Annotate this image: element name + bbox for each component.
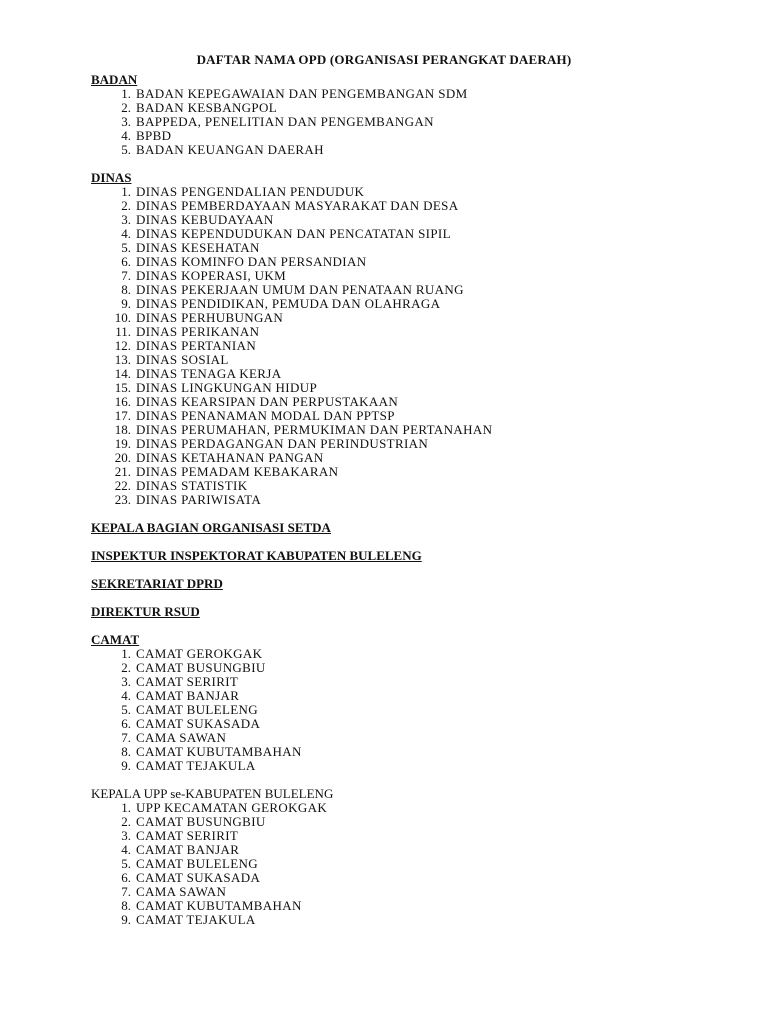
list-item [91,437,731,451]
list-item-number: 15. [114,380,131,395]
spacer [91,507,731,521]
section-heading-badan: BADAN [91,72,138,87]
list-item-text: DINAS SOSIAL [136,352,229,367]
list-item-text: CAMAT TEJAKULA [136,912,256,927]
list-item-text: CAMAT SUKASADA [136,870,261,885]
list-item [91,801,731,815]
list-item-text: DINAS TENAGA KERJA [136,366,282,381]
list-item-text: CAMAT BANJAR [136,688,240,703]
list-item-number: 9. [121,758,131,773]
list-item-text: DINAS KOPERASI, UKM [136,268,287,283]
list-item [91,297,731,311]
list-item [91,87,731,101]
list-item-text: CAMAT BULELENG [136,702,259,717]
list-item-text: BPBD [136,128,172,143]
list-item [91,703,731,717]
list-item [91,493,731,507]
list-item [91,661,731,675]
kepala-upp-list [91,801,731,927]
list-item-text: DINAS PERUMAHAN, PERMUKIMAN DAN PERTANAHAN [136,422,493,437]
list-item [91,143,731,157]
list-item-number: 7. [121,268,131,283]
list-item-number: 3. [121,828,131,843]
list-item-text: BADAN KEPEGAWAIAN DAN PENGEMBANGAN SDM [136,86,468,101]
list-item [91,339,731,353]
list-item-number: 12. [114,338,131,353]
list-item [91,227,731,241]
list-item [91,675,731,689]
list-item [91,885,731,899]
list-item-text: CAMAT BANJAR [136,842,240,857]
document-body [91,73,731,927]
list-item [91,871,731,885]
document-title: DAFTAR NAMA OPD (ORGANISASI PERANGKAT DAERAH) [196,52,572,67]
list-item [91,115,731,129]
list-item [91,451,731,465]
list-item-text: UPP KECAMATAN GEROKGAK [136,800,328,815]
list-item-text: CAMA SAWAN [136,884,227,899]
list-item [91,647,731,661]
list-item [91,731,731,745]
list-item-number: 14. [114,366,131,381]
list-item-number: 21. [114,464,131,479]
list-item-text: CAMAT GEROKGAK [136,646,263,661]
list-item [91,367,731,381]
list-item-number: 6. [121,254,131,269]
list-item-number: 4. [121,688,131,703]
list-item [91,815,731,829]
list-item [91,255,731,269]
list-item-number: 5. [121,240,131,255]
list-item-number: 1. [121,646,131,661]
list-item-text: CAMAT KUBUTAMBAHAN [136,744,302,759]
list-item-number: 9. [121,296,131,311]
list-item-text: CAMAT SERIRIT [136,828,239,843]
list-item-number: 2. [121,660,131,675]
list-item [91,199,731,213]
list-item-number: 16. [114,394,131,409]
spacer [91,157,731,171]
list-item-text: BAPPEDA, PENELITIAN DAN PENGEMBANGAN [136,114,434,129]
list-item [91,213,731,227]
list-item [91,185,731,199]
list-item-text: DINAS PERTANIAN [136,338,257,353]
list-item [91,395,731,409]
list-item [91,745,731,759]
list-item-number: 4. [121,226,131,241]
camat-list [91,647,731,773]
list-item-text: CAMAT BUSUNGBIU [136,660,266,675]
list-item-text: DINAS PENDIDIKAN, PEMUDA DAN OLAHRAGA [136,296,441,311]
spacer [91,591,731,605]
list-item-number: 7. [121,884,131,899]
list-item-text: CAMAT KUBUTAMBAHAN [136,898,302,913]
list-item [91,843,731,857]
list-item-text: DINAS KETAHANAN PANGAN [136,450,324,465]
list-item-number: 5. [121,856,131,871]
list-item [91,479,731,493]
list-item-number: 8. [121,898,131,913]
list-item-text: DINAS KOMINFO DAN PERSANDIAN [136,254,367,269]
list-item-text: DINAS PARIWISATA [136,492,262,507]
list-item-text: CAMAT TEJAKULA [136,758,256,773]
list-item [91,241,731,255]
list-item-text: DINAS LINGKUNGAN HIDUP [136,380,318,395]
section-heading-kepala-upp: KEPALA UPP se-KABUPATEN BULELENG [91,786,334,801]
section-heading-camat: CAMAT [91,632,140,647]
list-item-text: DINAS STATISTIK [136,478,248,493]
list-item-text: DINAS PERIKANAN [136,324,260,339]
spacer [91,773,731,787]
dinas-list [91,185,731,507]
list-item-number: 20. [114,450,131,465]
list-item-text: DINAS KEPENDUDUKAN DAN PENCATATAN SIPIL [136,226,451,241]
list-item [91,381,731,395]
list-item-number: 2. [121,100,131,115]
list-item [91,325,731,339]
list-item-number: 11. [115,324,131,339]
list-item-text: CAMAT BULELENG [136,856,259,871]
badan-list [91,87,731,157]
list-item-number: 7. [121,730,131,745]
list-item [91,283,731,297]
list-item-text: DINAS PENANAMAN MODAL DAN PPTSP [136,408,395,423]
list-item-text: BADAN KESBANGPOL [136,100,278,115]
list-item [91,465,731,479]
list-item [91,899,731,913]
list-item [91,759,731,773]
list-item-number: 9. [121,912,131,927]
list-item-number: 1. [121,86,131,101]
list-item-number: 23. [114,492,131,507]
section-heading-inspektur: INSPEKTUR INSPEKTORAT KABUPATEN BULELENG [91,548,422,563]
list-item [91,409,731,423]
list-item [91,269,731,283]
list-item-text: CAMAT BUSUNGBIU [136,814,266,829]
section-heading-dinas: DINAS [91,170,132,185]
list-item-text: CAMA SAWAN [136,730,227,745]
spacer [91,563,731,577]
list-item-number: 10. [114,310,131,325]
list-item-text: DINAS PERHUBUNGAN [136,310,284,325]
list-item-text: DINAS PENGENDALIAN PENDUDUK [136,184,365,199]
list-item-number: 19. [114,436,131,451]
list-item-number: 6. [121,716,131,731]
list-item-text: DINAS PEMADAM KEBAKARAN [136,464,339,479]
list-item-number: 13. [114,352,131,367]
list-item [91,829,731,843]
list-item-text: DINAS KEARSIPAN DAN PERPUSTAKAAN [136,394,399,409]
list-item [91,857,731,871]
section-heading-kepala-bagian: KEPALA BAGIAN ORGANISASI SETDA [91,520,331,535]
list-item [91,689,731,703]
list-item-number: 3. [121,212,131,227]
list-item-text: DINAS PERDAGANGAN DAN PERINDUSTRIAN [136,436,429,451]
list-item-text: CAMAT SUKASADA [136,716,261,731]
list-item-number: 4. [121,842,131,857]
list-item-number: 1. [121,800,131,815]
list-item-number: 3. [121,674,131,689]
list-item-number: 5. [121,702,131,717]
list-item [91,311,731,325]
list-item-number: 2. [121,814,131,829]
list-item-text: DINAS PEKERJAAN UMUM DAN PENATAAN RUANG [136,282,464,297]
list-item-number: 2. [121,198,131,213]
list-item-number: 4. [121,128,131,143]
list-item-number: 3. [121,114,131,129]
list-item-number: 5. [121,142,131,157]
list-item [91,913,731,927]
list-item-number: 17. [114,408,131,423]
list-item-number: 8. [121,282,131,297]
list-item-text: BADAN KEUANGAN DAERAH [136,142,324,157]
section-heading-sekretariat: SEKRETARIAT DPRD [91,576,223,591]
list-item-text: CAMAT SERIRIT [136,674,239,689]
section-heading-direktur: DIREKTUR RSUD [91,604,200,619]
list-item [91,717,731,731]
list-item [91,353,731,367]
list-item [91,129,731,143]
list-item-text: DINAS PEMBERDAYAAN MASYARAKAT DAN DESA [136,198,459,213]
spacer [91,619,731,633]
list-item-number: 1. [121,184,131,199]
list-item-text: DINAS KESEHATAN [136,240,260,255]
list-item [91,423,731,437]
list-item-number: 18. [114,422,131,437]
list-item-number: 6. [121,870,131,885]
spacer [91,535,731,549]
list-item-number: 8. [121,744,131,759]
list-item [91,101,731,115]
list-item-number: 22. [114,478,131,493]
list-item-text: DINAS KEBUDAYAAN [136,212,274,227]
